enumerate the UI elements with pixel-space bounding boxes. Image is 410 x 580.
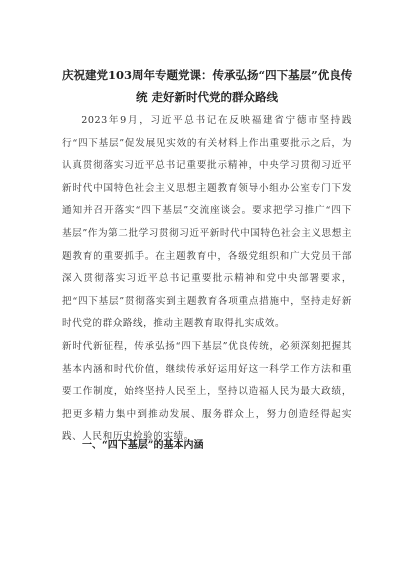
body-paragraph-1: 2023年9月，习近平总书记在反映福建省宁德市坚持践行“四下基层”促发展见实效的有关材料上作出重要批示之后，为认真贯彻落实习近平总书记重要批示精神，中央学习贯彻习近平新时代中国特色社会主义思想主题教育领导小组办公室专门下发通知并召开落实“四下基层”交流座谈会。要求把学习推广“四下基层”作为第二批学习贯彻习近平新时代中国特色社会主义思想主题教育的重要抓手。在主题教育中，各级党组织和广大党员干部深入贯彻落实习近平总书记重要批示精神和党中央部署要求，把“四下基层”贯彻落实到主题教育各项重点措施中，坚持走好新时代党的群众路线，推动主题教育取得扎实成效。 — [62, 115, 352, 330]
body-paragraph-2: 新时代新征程，传承弘扬“四下基层”优良传统，必须深刻把握其基本内涵和时代价值，继续传承好运用好这一科学工作方法和重要工作制度，始终坚持人民至上，坚持以造福人民为最大政绩，把更多精力集中到推动发展、服务群众上，努力创造经得起实践、人民和历史检验的实绩。 — [62, 340, 352, 443]
document-body — [62, 110, 352, 449]
document-title — [62, 64, 352, 108]
title-line-1: 庆祝建党103周年专题党课：传承弘扬“四下基层”优良传 — [62, 68, 353, 82]
title-line-2: 统 走好新时代党的群众路线 — [135, 90, 278, 104]
section-heading: 一、“四下基层”的基本内涵 — [82, 440, 204, 451]
